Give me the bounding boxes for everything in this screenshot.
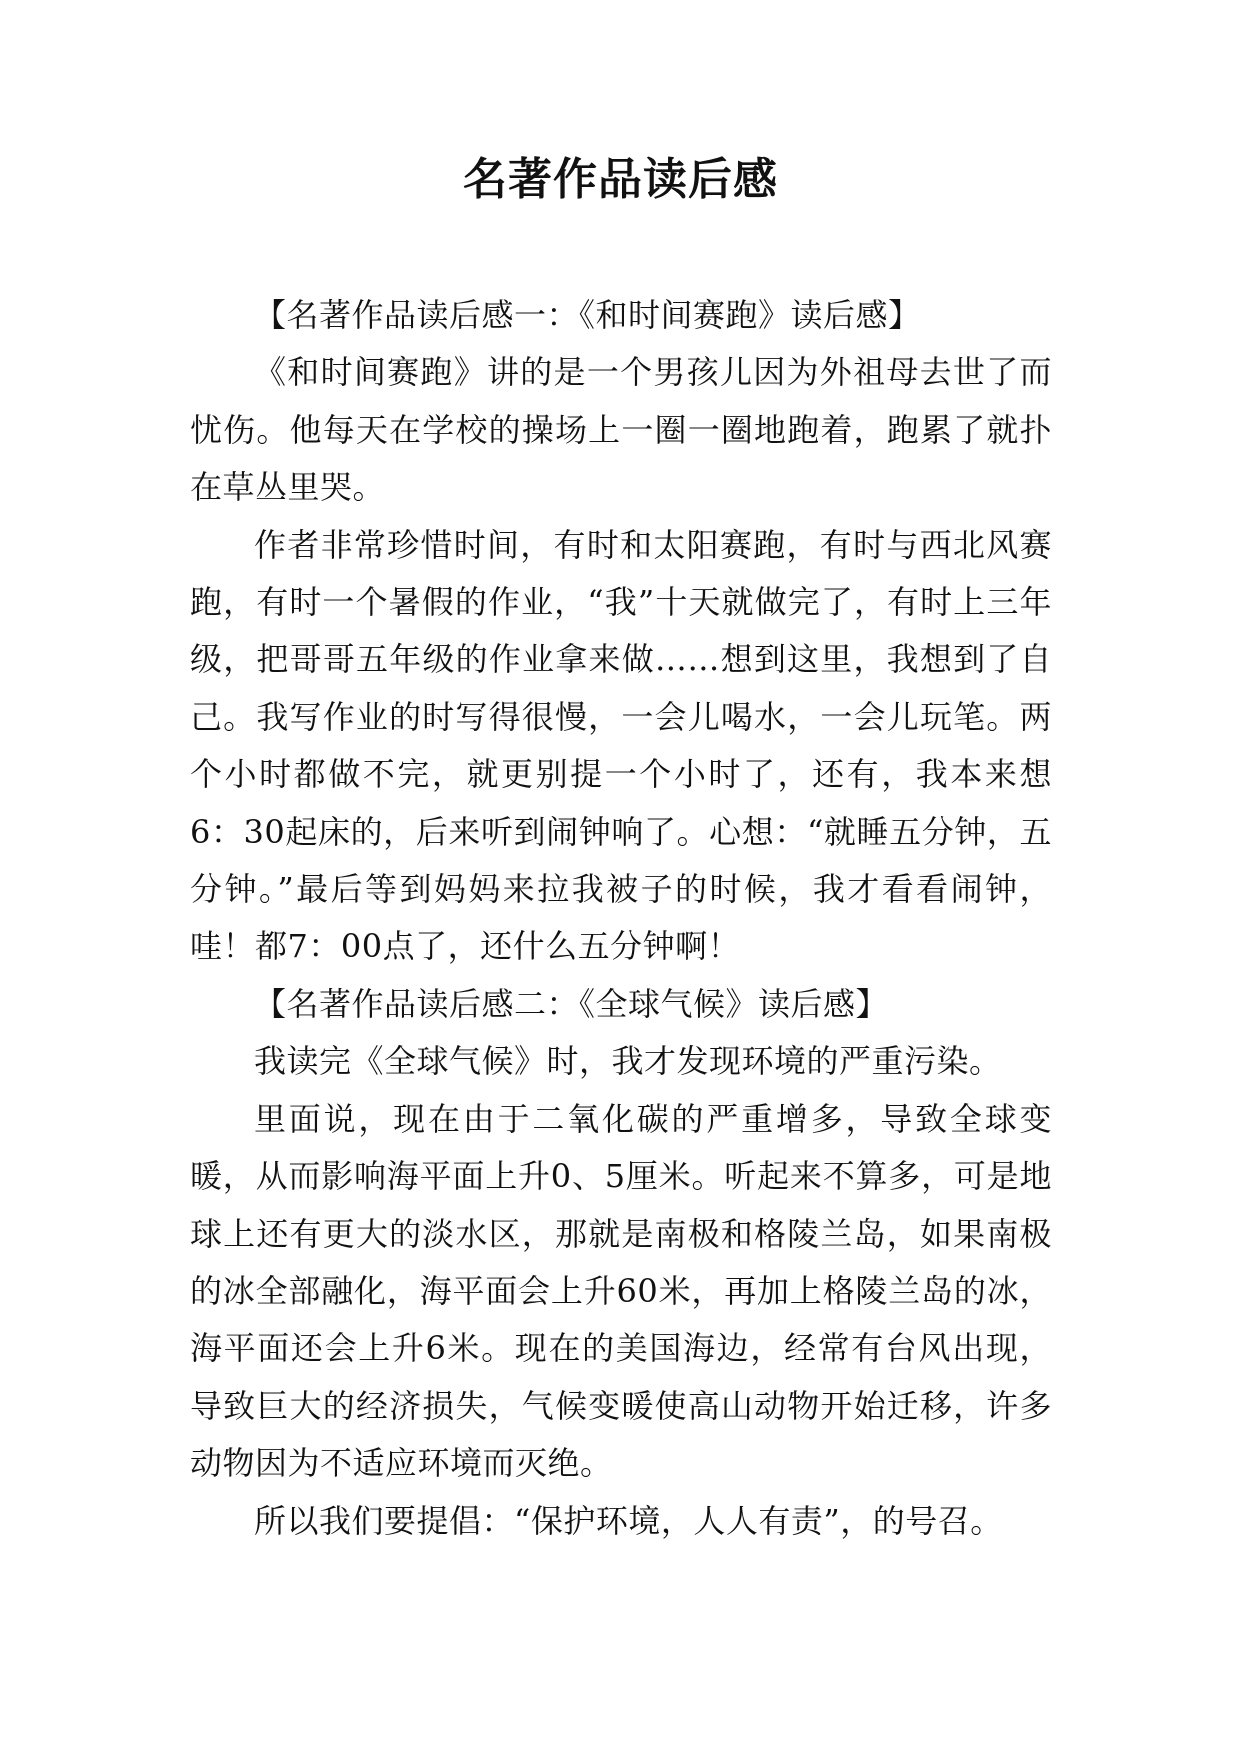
section-heading-1: 【名著作品读后感一：《和时间赛跑》读后感】 — [254, 296, 921, 334]
paragraph: 《和时间赛跑》讲的是一个男孩儿因为外祖母去世了而忧伤。他每天在学校的操场上一圈一圈地跑着，跑累了就扑在草丛里哭。 — [190, 353, 1052, 507]
document-title: 名著作品读后感 — [463, 154, 778, 205]
paragraph: 所以我们要提倡：“保护环境，人人有责”，的号召。 — [254, 1501, 1003, 1540]
paragraph: 里面说，现在由于二氧化碳的严重增多，导致全球变暖，从而影响海平面上升0、5厘米。听起来不算多，可是地球上还有更大的淡水区，那就是南极和格陵兰岛，如果南极的冰全部融化，海平面会上升60米，再加上格陵兰岛的冰，海平面还会上升6米。现在的美国海边，经常有台风出现，导致巨大的经济损失，气候变暖使高山动物开始迁移，许多动物因为不适应环境而灭绝。 — [190, 1099, 1052, 1483]
paragraph: 作者非常珍惜时间，有时和太阳赛跑，有时与西北风赛跑，有时一个暑假的作业，“我”十天就做完了，有时上三年级，把哥哥五年级的作业拿来做……想到这里，我想到了自己。我写作业的时写得很慢，一会儿喝水，一会儿玩笔。两个小时都做不完，就更别提一个小时了，还有，我本来想6：30起床的，后来听到闹钟响了。心想：“就睡五分钟，五分钟。”最后等到妈妈来拉我被子的时候，我才看看闹钟，哇！都7：00点了，还什么五分钟啊！ — [190, 525, 1052, 966]
paragraph: 我读完《全球气候》时，我才发现环境的严重污染。 — [254, 1042, 1002, 1081]
document-body — [190, 287, 1052, 1550]
section-heading-2: 【名著作品读后感二：《全球气候》读后感】 — [254, 984, 889, 1023]
